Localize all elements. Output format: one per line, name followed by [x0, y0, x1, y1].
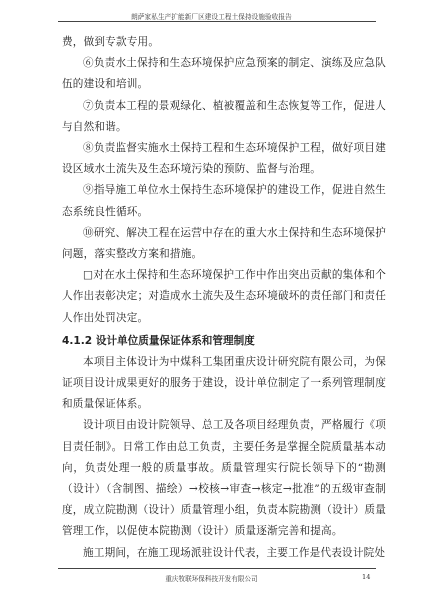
list-item-8: ⑧负责监督实施水土保持工程和生态环境保护工程，做好项目建设区域水土流失及生态环境污染的预防、监督与治理。	[62, 142, 386, 176]
section-heading: 4.1.2 设计单位质量保证体系和管理制度	[62, 334, 255, 347]
footer-divider	[58, 568, 376, 569]
list-item-7: ⑦负责本工程的景观绿化、植被覆盖和生态恢复等工作，促进人与自然和谐。	[62, 99, 386, 133]
header-divider	[58, 21, 376, 22]
section-paragraph: 本项目主体设计为中煤科工集团重庆设计研究院有限公司，为保证项目设计成果更好的服务于建设，设计单位制定了一系列管理制度和质量保证体系。	[62, 355, 386, 411]
header-title: 朗萨家私生产扩能新厂区建设工程土保持设施验收报告	[131, 13, 292, 21]
section-paragraph: 设计项目由设计院领导、总工及各项目经理负责，严格履行《项目责任制》。日常工作由总工负责，主要任务是掌握全院质量基本动向，负责处理一般的质量事故。质量管理实行院长领导下的“勘测（设计）（含制图、描绘）→校核→审查→核定→批准”的五级审查制度，成立院勘测（设计）质量管理小组，负责本院勘测（设计）质量管理工作，以促使本院勘测（设计）质量逐渐完善和提高。	[62, 419, 386, 538]
list-item-9: ⑨指导施工单位水土保持生态环境保护的建设工作，促进自然生态系统良性循环。	[62, 184, 386, 218]
list-item-11: □对在水土保持和生态环境保护工作中作出突出贡献的集体和个人作出表彰决定；对造成水土流失及生态环境破坏的责任部门和责任人作出处罚决定。	[62, 269, 386, 324]
footer-company: 重庆牧联环保科技开发有限公司	[165, 575, 258, 583]
section-paragraph: 施工期间，在施工现场派驻设计代表，主要工作是代表设计院处	[83, 546, 386, 559]
paragraph-continuation: 费，做到专款专用。	[62, 36, 160, 48]
page-number: 14	[362, 573, 371, 581]
list-item-10: ⑩研究、解决工程在运营中存在的重大水土保持和生态环境保护问题，落实整改方案和措施。	[62, 226, 386, 261]
list-item-6: ⑥负责水土保持和生态环境保护应急预案的制定、演练及应急队伍的建设和培训。	[62, 57, 386, 91]
page-body	[62, 32, 386, 564]
